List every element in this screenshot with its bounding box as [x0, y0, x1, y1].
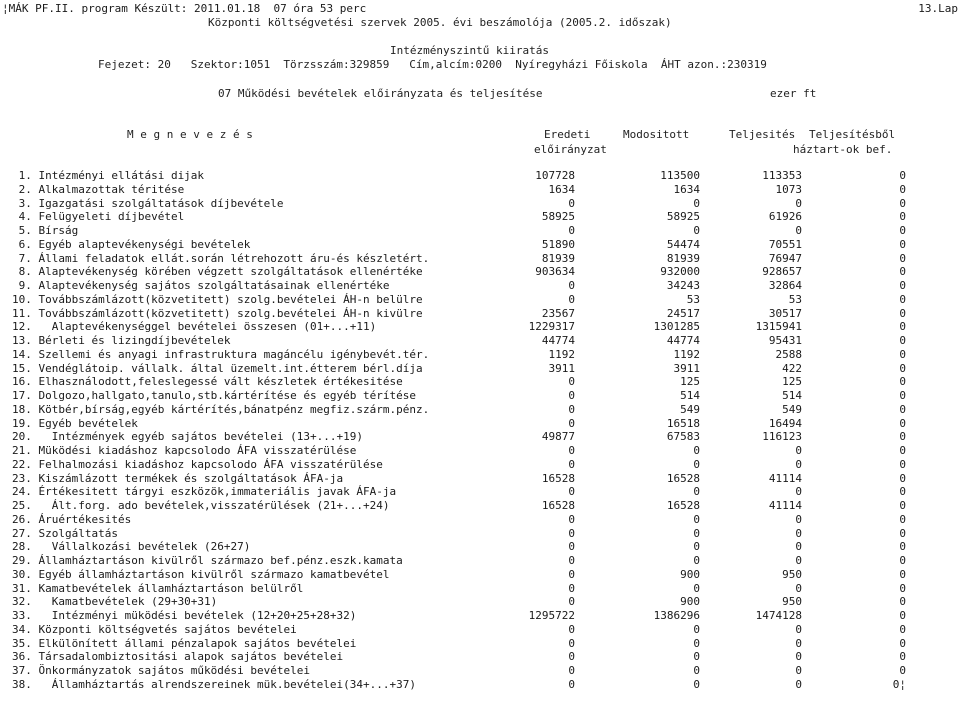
original-appropriation-value: 0: [568, 636, 575, 650]
household-completion-value: 0¦: [892, 677, 906, 691]
table-row: [0, 595, 960, 609]
table-row: [0, 472, 960, 486]
table-row: [0, 183, 960, 197]
completion-value: 950: [782, 595, 802, 609]
household-completion-value: 0: [899, 347, 906, 361]
household-completion-value: 0: [899, 471, 906, 485]
modified-appropriation-value: 0: [693, 512, 700, 526]
table-row: [0, 499, 960, 513]
modified-appropriation-value: 58925: [666, 210, 700, 224]
modified-appropriation-value: 900: [680, 567, 700, 581]
completion-value: 0: [795, 677, 802, 691]
household-completion-value: 0: [899, 224, 906, 237]
original-appropriation-value: 16528: [541, 471, 575, 485]
table-row: [0, 362, 960, 376]
table-row: [0, 513, 960, 527]
completion-value: 1474128: [755, 609, 802, 622]
table-row: [0, 348, 960, 362]
household-completion-value: 0: [899, 210, 906, 224]
modified-appropriation-value: 16528: [666, 471, 700, 485]
row-label: 10. Továbbszámlázott(közvetitett) szolg.bevételei ÁH-n belülre: [12, 292, 423, 306]
household-completion-value: 0: [899, 540, 906, 554]
row-label: 37. Önkormányzatok sajátos működési bevételei: [12, 664, 311, 677]
row-label: 9. Alaptevékenység sajátos szolgáltatásainak ellenértéke: [12, 279, 390, 292]
table-row: [0, 609, 960, 623]
household-completion-value: 0: [899, 182, 906, 196]
row-label: 17. Dolgozo,hallgato,tanulo,stb.kártérítése és egyéb térítése: [12, 389, 416, 402]
household-completion-value: 0: [899, 169, 906, 182]
completion-value: 0: [795, 196, 802, 210]
row-label: 2. Alkalmazottak téritése: [12, 182, 185, 196]
table-row: [0, 417, 960, 431]
modified-appropriation-value: 0: [693, 650, 700, 664]
modified-appropriation-value: 514: [680, 389, 700, 402]
institution-line: Fejezet: 20 Szektor:1051 Törzsszám:329859 Cím,alcím:0200 Nyíregyházi Főiskola ÁHT azon.:230319: [98, 58, 767, 71]
original-appropriation-value: 23567: [541, 306, 575, 320]
table-row: [0, 265, 960, 279]
original-appropriation-value: 0: [568, 402, 575, 416]
modified-appropriation-value: 1386296: [653, 609, 700, 622]
household-completion-value: 0: [899, 595, 906, 609]
table-row: [0, 582, 960, 596]
modified-appropriation-value: 44774: [666, 334, 700, 347]
completion-value: 113353: [762, 169, 802, 182]
row-label: 6. Egyéb alaptevékenységi bevételek: [12, 237, 251, 251]
row-label: 38. Államháztartás alrendszereinek mük.bevételei(34+...+37): [12, 677, 416, 691]
row-label: 26. Áruértékesités: [12, 512, 132, 526]
household-completion-value: 0: [899, 622, 906, 636]
household-completion-value: 0: [899, 375, 906, 389]
original-appropriation-value: 107728: [535, 169, 575, 182]
completion-value: 422: [782, 361, 802, 375]
original-appropriation-value: 1192: [548, 347, 575, 361]
completion-value: 32864: [768, 279, 802, 292]
original-appropriation-value: 51890: [541, 237, 575, 251]
household-completion-value: 0: [899, 664, 906, 677]
row-label: 29. Államháztartáson kivülről származo bef.pénz.eszk.kamata: [12, 554, 403, 567]
column-header-from-completion-b: háztart-ok bef.: [793, 143, 893, 156]
household-completion-value: 0: [899, 444, 906, 457]
household-completion-value: 0: [899, 334, 906, 347]
original-appropriation-value: 0: [568, 526, 575, 540]
completion-value: 30517: [768, 306, 802, 320]
modified-appropriation-value: 53: [686, 292, 700, 306]
modified-appropriation-value: 0: [693, 540, 700, 554]
household-completion-value: 0: [899, 279, 906, 292]
modified-appropriation-value: 0: [693, 636, 700, 650]
table-row: [0, 238, 960, 252]
completion-value: 1073: [775, 182, 802, 196]
row-label: 12. Alaptevékenységgel bevételei összesen (01+...+11): [12, 320, 377, 334]
table-row: [0, 554, 960, 568]
table-row: [0, 650, 960, 664]
household-completion-value: 0: [899, 237, 906, 251]
row-label: 4. Felügyeleti díjbevétel: [12, 210, 185, 224]
row-label: 22. Felhalmozási kiadáshoz kapcsolodo ÁFA visszatérülése: [12, 457, 383, 471]
completion-value: 0: [795, 664, 802, 677]
row-label: 18. Kötbér,bírság,egyéb kártérítés,bánatpénz megfiz.szárm.pénz.: [12, 402, 430, 416]
column-header-name: M e g n e v e z é s: [127, 128, 253, 141]
household-completion-value: 0: [899, 499, 906, 512]
household-completion-value: 0: [899, 389, 906, 402]
table-row: [0, 252, 960, 266]
modified-appropriation-value: 81939: [666, 251, 700, 265]
revenue-table: [0, 169, 960, 692]
modified-appropriation-value: 54474: [666, 237, 700, 251]
report-title: Központi költségvetési szervek 2005. évi beszámolója (2005.2. időszak): [208, 16, 672, 29]
modified-appropriation-value: 1192: [673, 347, 700, 361]
table-row: [0, 210, 960, 224]
table-row: [0, 307, 960, 321]
completion-value: 116123: [762, 430, 802, 444]
row-label: 16. Elhasználodott,feleslegessé vált készletek értékesitése: [12, 375, 403, 389]
modified-appropriation-value: 932000: [660, 265, 700, 279]
row-label: 25. Ált.forg. ado bevételek,visszatérülések (21+...+24): [12, 499, 390, 512]
table-row: [0, 637, 960, 651]
modified-appropriation-value: 0: [693, 485, 700, 499]
row-label: 31. Kamatbevételek államháztartáson belülről: [12, 581, 304, 595]
table-row: [0, 197, 960, 211]
original-appropriation-value: 0: [568, 279, 575, 292]
completion-value: 0: [795, 554, 802, 567]
household-completion-value: 0: [899, 292, 906, 306]
modified-appropriation-value: 1301285: [653, 320, 700, 334]
original-appropriation-value: 0: [568, 581, 575, 595]
row-label: 24. Értékesitett tárgyi eszközök,immateriális javak ÁFA-ja: [12, 485, 397, 499]
modified-appropriation-value: 0: [693, 664, 700, 677]
row-label: 1. Intézményi ellátási dijak: [12, 169, 205, 182]
row-label: 3. Igazgatási szolgáltatások díjbevétele: [12, 196, 284, 210]
table-row: [0, 623, 960, 637]
row-label: 14. Szellemi és anyagi infrastruktura magáncélu igénybevét.tér.: [12, 347, 430, 361]
completion-value: 0: [795, 224, 802, 237]
modified-appropriation-value: 900: [680, 595, 700, 609]
original-appropriation-value: 0: [568, 375, 575, 389]
table-row: [0, 334, 960, 348]
original-appropriation-value: 0: [568, 622, 575, 636]
row-label: 13. Bérleti és lizingdíjbevételek: [12, 334, 231, 347]
row-label: 5. Bírság: [12, 224, 79, 237]
original-appropriation-value: 0: [568, 457, 575, 471]
household-completion-value: 0: [899, 512, 906, 526]
completion-value: 41114: [768, 471, 802, 485]
original-appropriation-value: 0: [568, 444, 575, 457]
modified-appropriation-value: 0: [693, 677, 700, 691]
household-completion-value: 0: [899, 636, 906, 650]
completion-value: 0: [795, 512, 802, 526]
column-header-completed: Teljesités: [729, 128, 796, 141]
row-label: 27. Szolgáltatás: [12, 526, 118, 540]
table-row: [0, 224, 960, 238]
table-row: [0, 169, 960, 183]
table-row: [0, 375, 960, 389]
section-title: 07 Működési bevételek előirányzata és teljesítése: [218, 87, 543, 100]
report-header-left: ¦MÁK PF.II. program Készült: 2011.01.18 07 óra 53 perc: [2, 2, 367, 15]
household-completion-value: 0: [899, 251, 906, 265]
row-label: 28. Vállalkozási bevételek (26+27): [12, 540, 251, 554]
original-appropriation-value: 49877: [541, 430, 575, 444]
table-row: [0, 389, 960, 403]
original-appropriation-value: 0: [568, 677, 575, 691]
household-completion-value: 0: [899, 265, 906, 279]
modified-appropriation-value: 1634: [673, 182, 700, 196]
table-row: [0, 279, 960, 293]
modified-appropriation-value: 0: [693, 622, 700, 636]
modified-appropriation-value: 0: [693, 581, 700, 595]
completion-value: 0: [795, 444, 802, 457]
completion-value: 950: [782, 567, 802, 581]
completion-value: 53: [788, 292, 802, 306]
row-label: 32. Kamatbevételek (29+30+31): [12, 595, 218, 609]
row-label: 36. Társadalombiztositási alapok sajátos bevételei: [12, 650, 344, 664]
modified-appropriation-value: 24517: [666, 306, 700, 320]
household-completion-value: 0: [899, 485, 906, 499]
completion-value: 76947: [768, 251, 802, 265]
household-completion-value: 0: [899, 567, 906, 581]
table-row: [0, 664, 960, 678]
row-label: 35. Elkülönített állami pénzalapok sajátos bevételei: [12, 636, 357, 650]
household-completion-value: 0: [899, 320, 906, 334]
original-appropriation-value: 0: [568, 554, 575, 567]
column-header-modified: Modositott: [623, 128, 690, 141]
row-label: 33. Intézményi müködési bevételek (12+20+25+28+32): [12, 609, 357, 622]
original-appropriation-value: 0: [568, 292, 575, 306]
household-completion-value: 0: [899, 581, 906, 595]
original-appropriation-value: 1634: [548, 182, 575, 196]
completion-value: 95431: [768, 334, 802, 347]
household-completion-value: 0: [899, 526, 906, 540]
table-row: [0, 403, 960, 417]
household-completion-value: 0: [899, 650, 906, 664]
report-subtitle: Intézményszintű kiiratás: [390, 44, 549, 57]
original-appropriation-value: 0: [568, 664, 575, 677]
completion-value: 125: [782, 375, 802, 389]
modified-appropriation-value: 113500: [660, 169, 700, 182]
modified-appropriation-value: 3911: [673, 361, 700, 375]
original-appropriation-value: 0: [568, 224, 575, 237]
household-completion-value: 0: [899, 609, 906, 622]
original-appropriation-value: 1295722: [528, 609, 575, 622]
completion-value: 16494: [768, 416, 802, 430]
completion-value: 549: [782, 402, 802, 416]
column-header-original-a: Eredeti: [544, 128, 591, 141]
original-appropriation-value: 0: [568, 540, 575, 554]
completion-value: 0: [795, 540, 802, 554]
row-label: 20. Intézmények egyéb sajátos bevételei (13+...+19): [12, 430, 363, 444]
completion-value: 0: [795, 636, 802, 650]
table-row: [0, 430, 960, 444]
table-row: [0, 678, 960, 692]
original-appropriation-value: 0: [568, 595, 575, 609]
table-row: [0, 527, 960, 541]
table-row: [0, 458, 960, 472]
completion-value: 61926: [768, 210, 802, 224]
original-appropriation-value: 0: [568, 567, 575, 581]
table-row: [0, 568, 960, 582]
modified-appropriation-value: 16528: [666, 499, 700, 512]
row-label: 11. Továbbszámlázott(közvetitett) szolg.bevételei ÁH-n kivülre: [12, 306, 423, 320]
modified-appropriation-value: 34243: [666, 279, 700, 292]
completion-value: 70551: [768, 237, 802, 251]
household-completion-value: 0: [899, 402, 906, 416]
page-number: 13.Lap: [918, 2, 958, 15]
completion-value: 0: [795, 581, 802, 595]
completion-value: 0: [795, 457, 802, 471]
modified-appropriation-value: 0: [693, 196, 700, 210]
modified-appropriation-value: 125: [680, 375, 700, 389]
original-appropriation-value: 3911: [548, 361, 575, 375]
column-header-original-b: előirányzat: [534, 143, 607, 156]
table-row: [0, 444, 960, 458]
completion-value: 0: [795, 622, 802, 636]
row-label: 15. Vendéglátoip. vállalk. által üzemelt.int.étterem bérl.díja: [12, 361, 423, 375]
row-label: 21. Müködési kiadáshoz kapcsolodo ÁFA visszatérülése: [12, 444, 357, 457]
original-appropriation-value: 16528: [541, 499, 575, 512]
original-appropriation-value: 44774: [541, 334, 575, 347]
table-row: [0, 320, 960, 334]
completion-value: 0: [795, 485, 802, 499]
original-appropriation-value: 0: [568, 416, 575, 430]
completion-value: 514: [782, 389, 802, 402]
original-appropriation-value: 0: [568, 485, 575, 499]
original-appropriation-value: 58925: [541, 210, 575, 224]
table-row: [0, 540, 960, 554]
modified-appropriation-value: 0: [693, 224, 700, 237]
modified-appropriation-value: 549: [680, 402, 700, 416]
original-appropriation-value: 81939: [541, 251, 575, 265]
modified-appropriation-value: 0: [693, 554, 700, 567]
table-row: [0, 485, 960, 499]
completion-value: 0: [795, 526, 802, 540]
modified-appropriation-value: 16518: [666, 416, 700, 430]
row-label: 19. Egyéb bevételek: [12, 416, 138, 430]
original-appropriation-value: 0: [568, 512, 575, 526]
modified-appropriation-value: 0: [693, 444, 700, 457]
completion-value: 2588: [775, 347, 802, 361]
household-completion-value: 0: [899, 306, 906, 320]
original-appropriation-value: 1229317: [528, 320, 575, 334]
modified-appropriation-value: 67583: [666, 430, 700, 444]
household-completion-value: 0: [899, 554, 906, 567]
column-header-from-completion-a: Teljesítésből: [809, 128, 896, 141]
household-completion-value: 0: [899, 430, 906, 444]
modified-appropriation-value: 0: [693, 457, 700, 471]
household-completion-value: 0: [899, 457, 906, 471]
unit-label: ezer ft: [770, 87, 817, 100]
household-completion-value: 0: [899, 361, 906, 375]
completion-value: 1315941: [755, 320, 802, 334]
original-appropriation-value: 903634: [535, 265, 575, 279]
modified-appropriation-value: 0: [693, 526, 700, 540]
row-label: 8. Alaptevékenység körében végzett szolgáltatások ellenértéke: [12, 265, 423, 279]
original-appropriation-value: 0: [568, 389, 575, 402]
completion-value: 41114: [768, 499, 802, 512]
completion-value: 0: [795, 650, 802, 664]
household-completion-value: 0: [899, 196, 906, 210]
original-appropriation-value: 0: [568, 650, 575, 664]
completion-value: 928657: [762, 265, 802, 279]
row-label: 30. Egyéb államháztartáson kivülről származo kamatbevétel: [12, 567, 390, 581]
table-row: [0, 293, 960, 307]
household-completion-value: 0: [899, 416, 906, 430]
row-label: 34. Központi költségvetés sajátos bevételei: [12, 622, 297, 636]
row-label: 23. Kiszámlázott termékek és szolgáltatások ÁFA-ja: [12, 471, 344, 485]
row-label: 7. Állami feladatok ellát.során létrehozott áru-és készletért.: [12, 251, 430, 265]
original-appropriation-value: 0: [568, 196, 575, 210]
